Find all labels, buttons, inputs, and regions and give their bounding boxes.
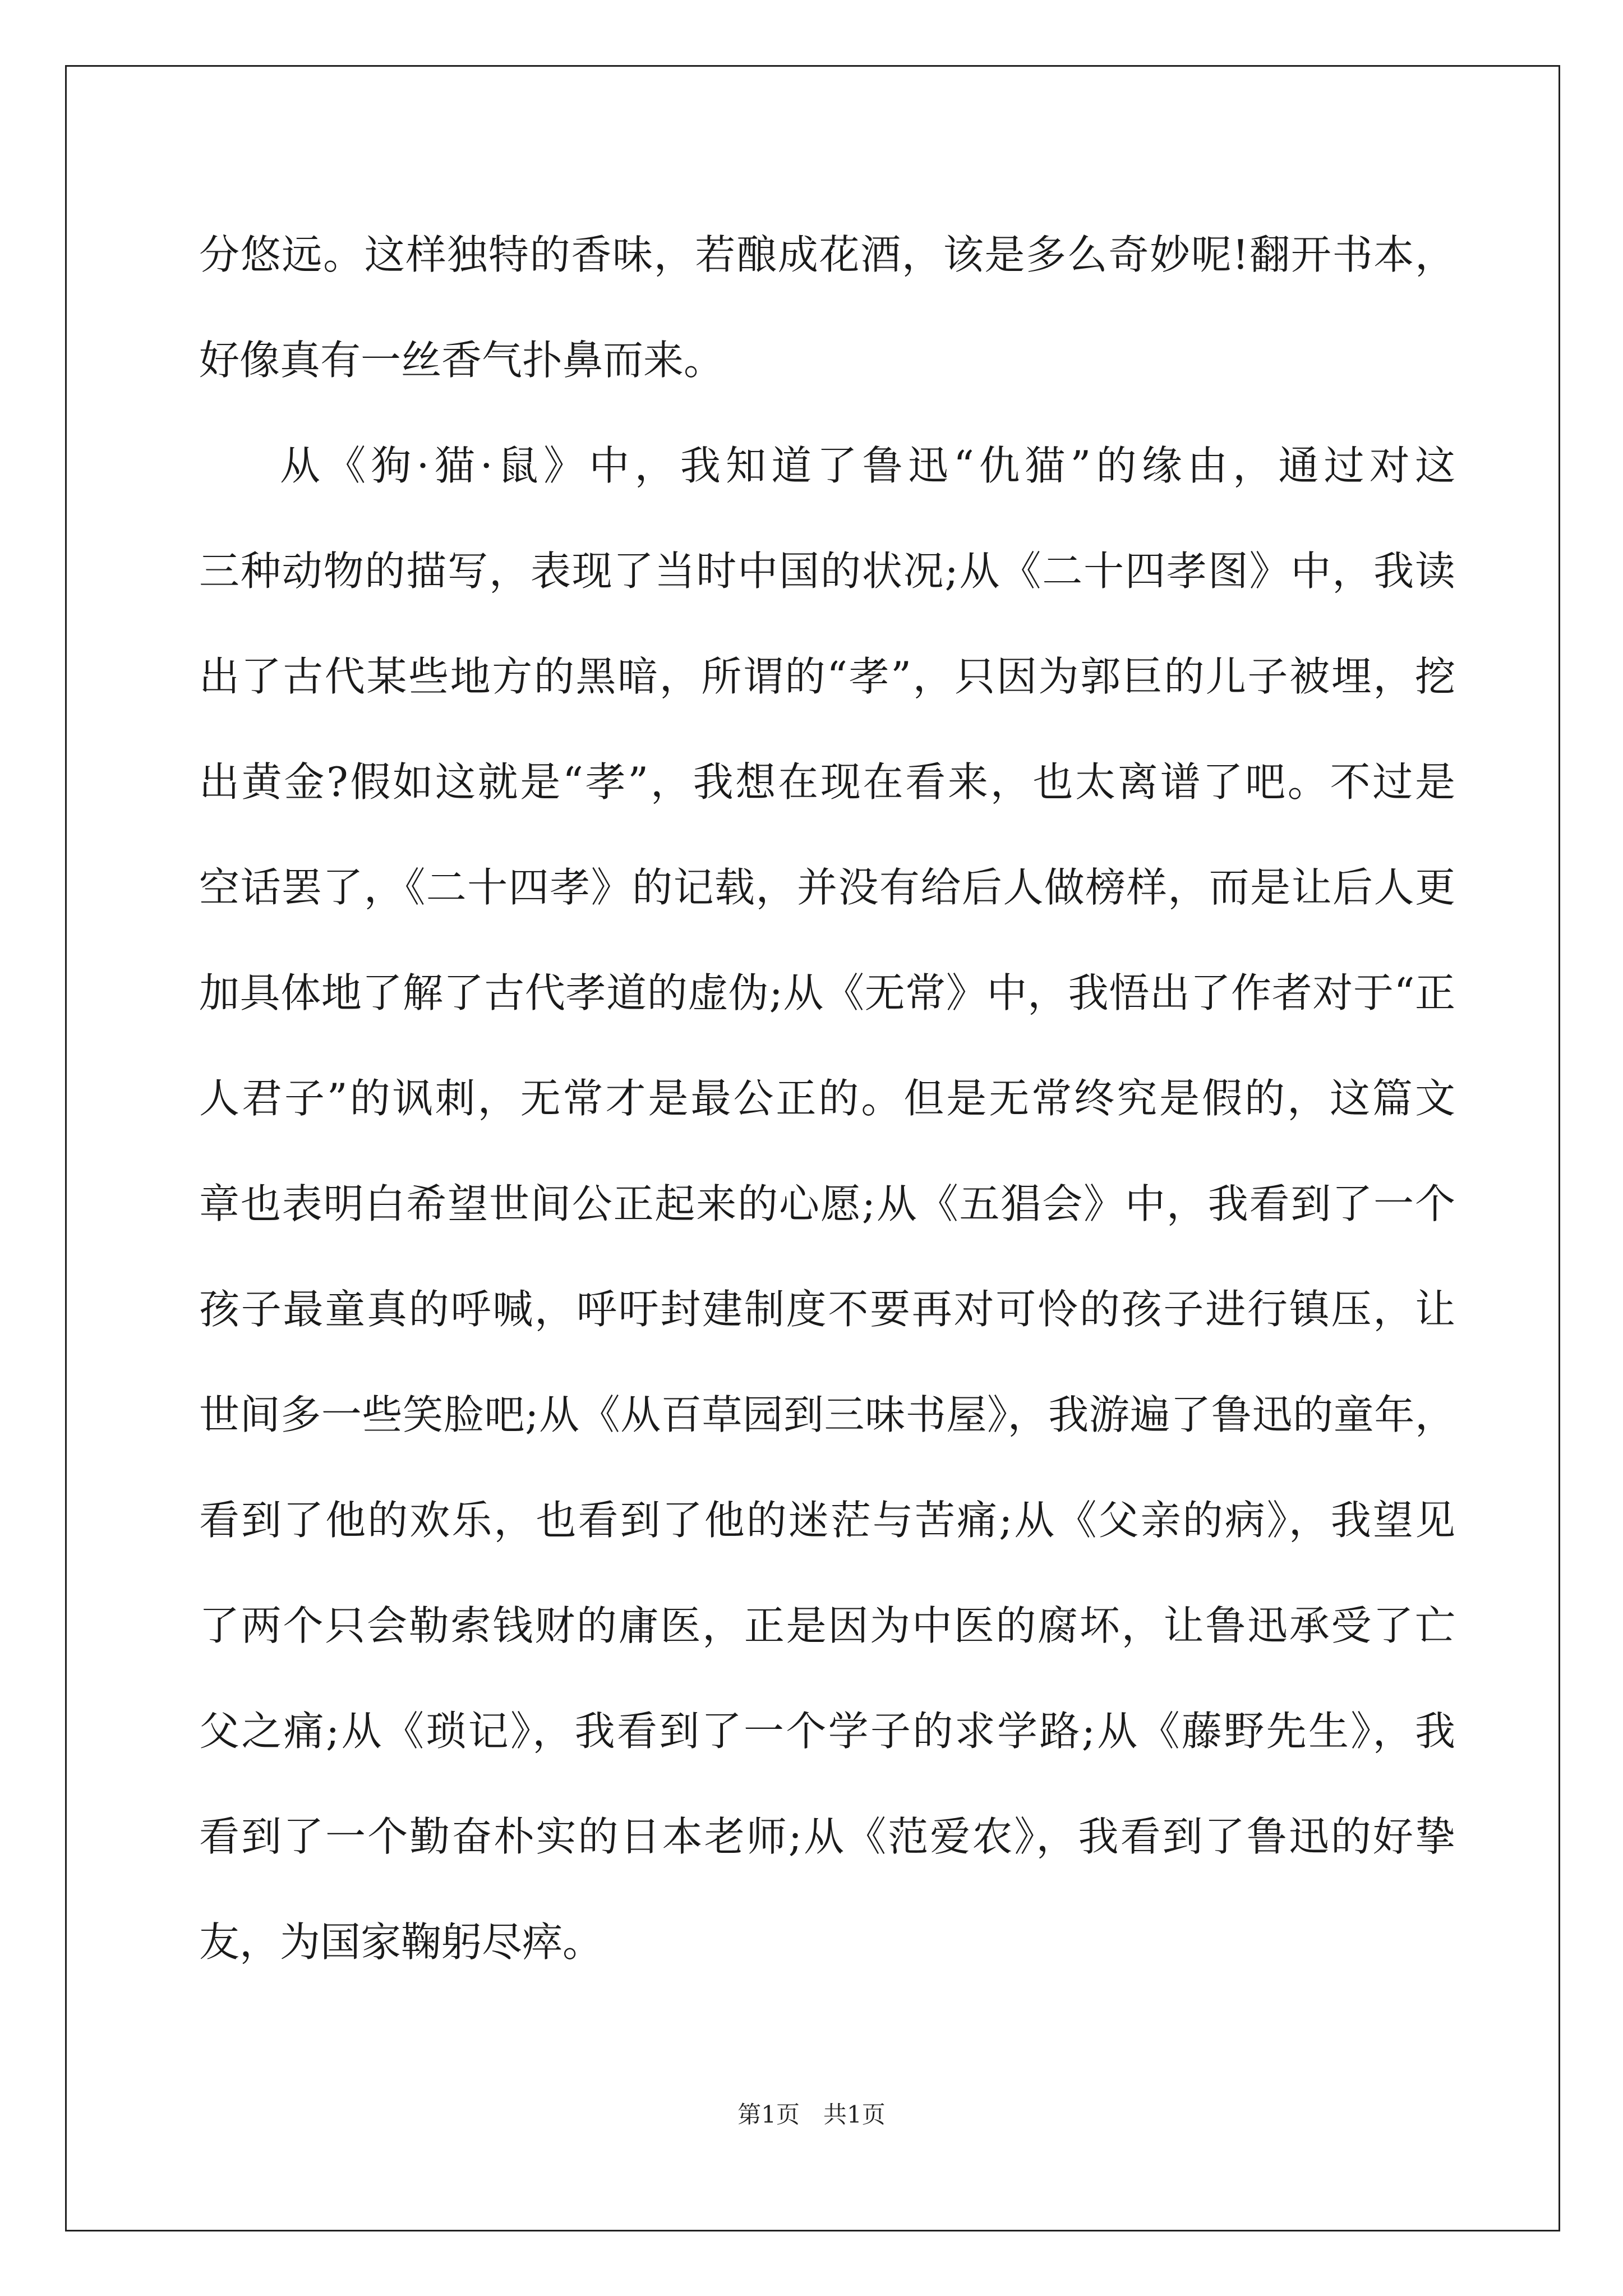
text-line: 空话罢了，《二十四孝》的记载，并没有给后人做榜样，而是让后人更 (199, 864, 1455, 911)
text-line: 父之痛;从《琐记》，我看到了一个学子的求学路;从《藤野先生》，我 (199, 1708, 1455, 1755)
text-line: 世间多一些笑脸吧;从《从百草园到三味书屋》，我游遍了鲁迅的童年， (199, 1391, 1455, 1438)
page-footer: 第1页 共1页 (737, 2101, 886, 2128)
text-line: 孩子最童真的呼喊，呼吁封建制度不要再对可怜的孩子进行镇压，让 (199, 1286, 1455, 1333)
text-line: 章也表明白希望世间公正起来的心愿;从《五猖会》中，我看到了一个 (199, 1180, 1455, 1227)
text-line: 从《狗·猫·鼠》中，我知道了鲁迅“仇猫”的缘由，通过对这 (280, 442, 1455, 489)
text-line: 出黄金?假如这就是“孝”，我想在现在看来，也太离谱了吧。不过是 (199, 758, 1455, 806)
text-line: 好像真有一丝香气扑鼻而来。 (199, 337, 725, 384)
text-line: 加具体地了解了古代孝道的虚伪;从《无常》中，我悟出了作者对于“正 (199, 969, 1455, 1016)
text-line: 三种动物的描写，表现了当时中国的状况;从《二十四孝图》中，我读 (199, 547, 1455, 595)
text-line: 出了古代某些地方的黑暗，所谓的“孝”，只因为郭巨的儿子被埋，挖 (199, 653, 1455, 700)
text-line: 了两个只会勒索钱财的庸医，正是因为中医的腐坏，让鲁迅承受了亡 (199, 1602, 1455, 1649)
text-line: 人君子”的讽刺，无常才是最公正的。但是无常终究是假的，这篇文 (199, 1075, 1455, 1122)
text-line: 看到了他的欢乐，也看到了他的迷茫与苦痛;从《父亲的病》，我望见 (199, 1497, 1455, 1544)
text-line: 看到了一个勤奋朴实的日本老师;从《范爱农》，我看到了鲁迅的好挚 (199, 1813, 1455, 1860)
text-line: 分悠远。这样独特的香味，若酿成花酒，该是多么奇妙呢!翻开书本， (199, 231, 1455, 278)
page-border (65, 65, 1560, 2231)
text-line: 友，为国家鞠躬尽瘁。 (199, 1918, 603, 1966)
